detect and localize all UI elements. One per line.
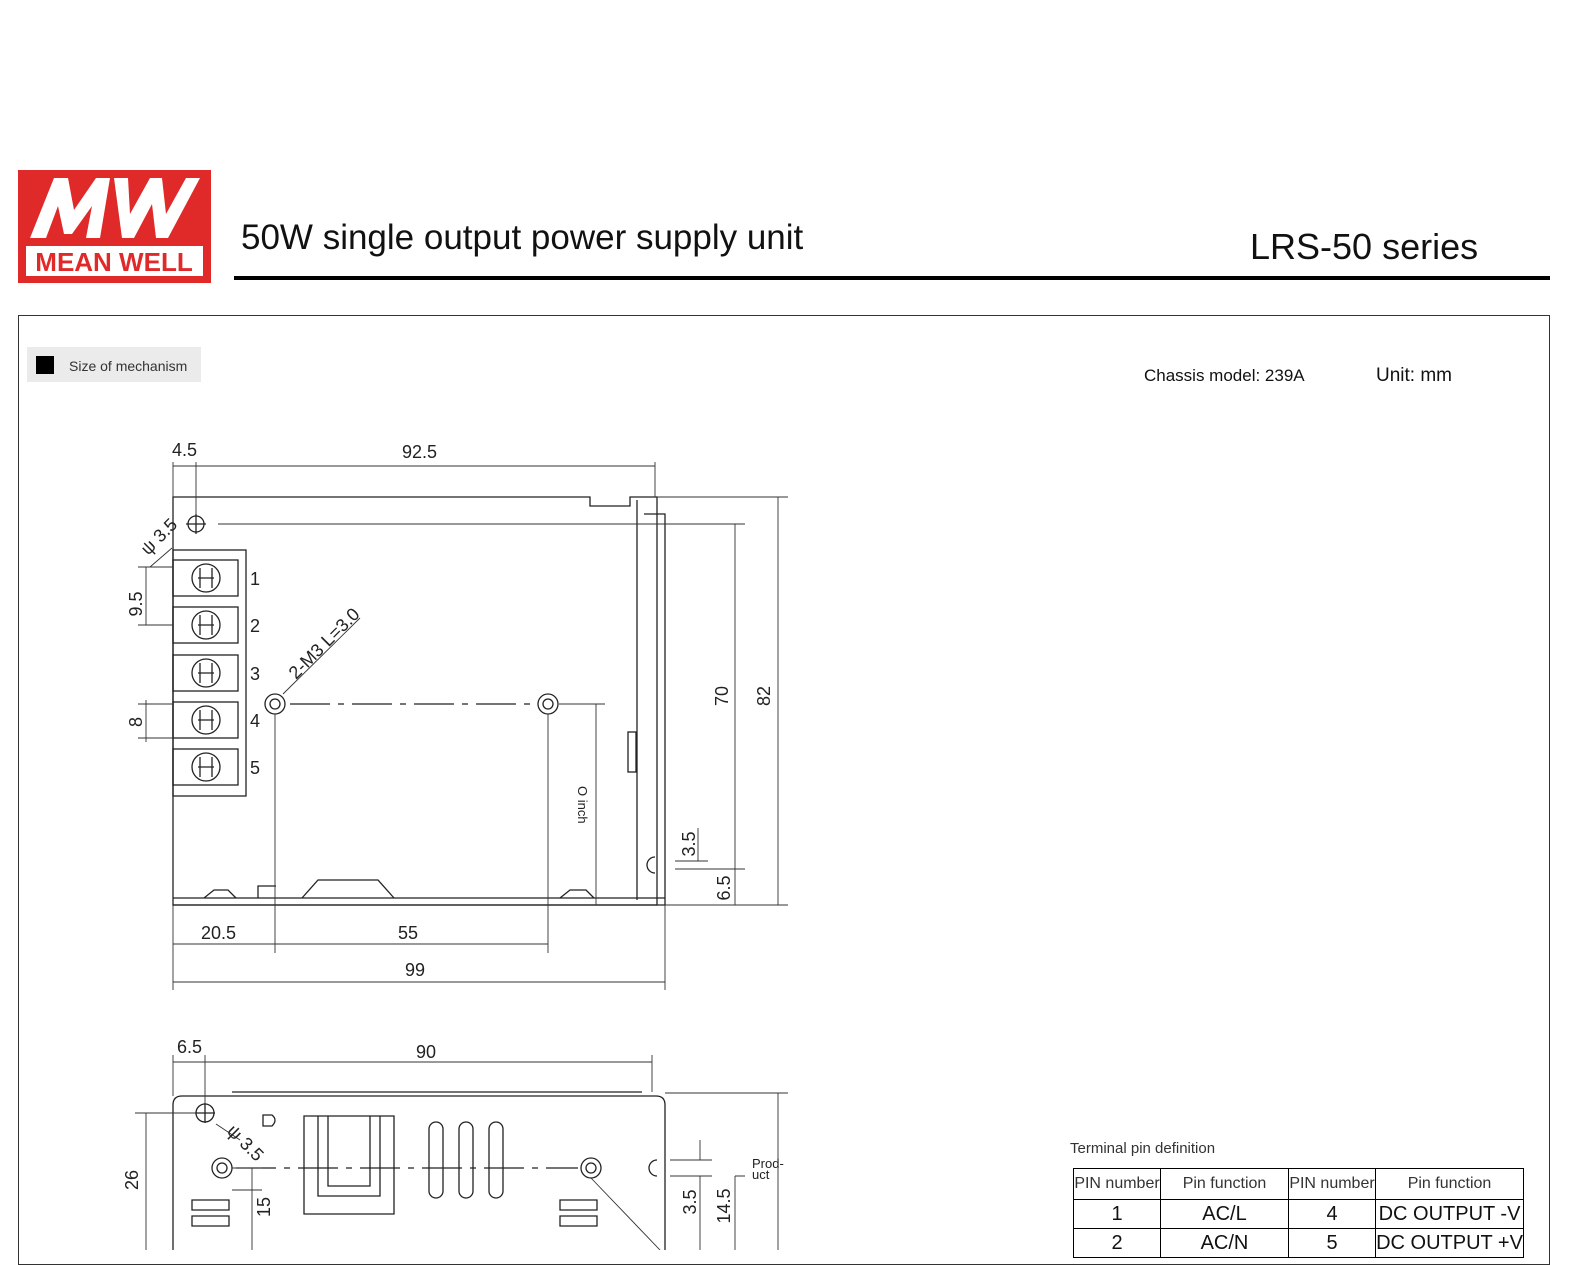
svg-text:99: 99	[405, 960, 426, 980]
pin-function: AC/L	[1161, 1200, 1289, 1229]
pin-table	[1073, 1168, 1524, 1258]
svg-text:6.5: 6.5	[177, 1037, 203, 1057]
svg-text:uct: uct	[752, 1167, 770, 1182]
svg-text:O inch: O inch	[575, 786, 590, 824]
svg-text:26: 26	[122, 1169, 142, 1191]
svg-text:8: 8	[126, 716, 146, 728]
svg-text:2: 2	[250, 616, 261, 636]
svg-text:92.5: 92.5	[402, 442, 438, 462]
terminal-block	[173, 560, 238, 785]
header-pin-function: Pin function	[1161, 1169, 1289, 1200]
header-pin-number: PIN number	[1074, 1169, 1161, 1200]
svg-text:20.5: 20.5	[201, 923, 237, 943]
unit-label: Unit: mm	[1376, 365, 1452, 386]
pin-number: 5	[1289, 1229, 1376, 1258]
pin-table-title: Terminal pin definition	[1070, 1140, 1216, 1157]
series-name: LRS-50 series	[1250, 226, 1479, 267]
chassis-model: Chassis model: 239A	[1144, 366, 1305, 385]
section-label-text: Size of mechanism	[69, 358, 188, 374]
svg-text:Prod-: Prod-	[752, 1156, 784, 1171]
svg-text:70: 70	[712, 685, 732, 707]
svg-text:6.5: 6.5	[714, 875, 734, 901]
svg-text:55: 55	[398, 923, 419, 943]
svg-text:2-M3 L=3.0: 2-M3 L=3.0	[284, 603, 364, 683]
pin-number: 2	[1074, 1229, 1161, 1258]
svg-text:9.5: 9.5	[126, 591, 146, 617]
page-title: 50W single output power supply unit	[241, 218, 804, 257]
svg-text:15: 15	[254, 1196, 274, 1218]
svg-text:3.5: 3.5	[680, 1189, 700, 1215]
pin-function: AC/N	[1161, 1229, 1289, 1258]
table-row	[1074, 1200, 1524, 1229]
svg-text:ψ 3.5: ψ 3.5	[136, 514, 182, 559]
svg-text:14.5: 14.5	[714, 1188, 734, 1224]
svg-text:3.5: 3.5	[679, 831, 699, 857]
svg-text:3: 3	[250, 664, 261, 684]
svg-text:90: 90	[416, 1042, 437, 1062]
svg-text:4.5: 4.5	[172, 440, 198, 460]
pin-function: DC OUTPUT +V	[1376, 1229, 1524, 1258]
svg-text:ψ 3.5: ψ 3.5	[223, 1120, 268, 1166]
pin-number: 1	[1074, 1200, 1161, 1229]
pin-number: 4	[1289, 1200, 1376, 1229]
header-pin-function: Pin function	[1376, 1169, 1524, 1200]
top-view-dimensions	[126, 440, 774, 980]
svg-text:1: 1	[250, 569, 261, 589]
svg-text:82: 82	[754, 685, 774, 707]
table-row	[1074, 1229, 1524, 1258]
svg-text:5: 5	[250, 758, 261, 778]
svg-text:4: 4	[250, 711, 261, 731]
header-pin-number: PIN number	[1289, 1169, 1376, 1200]
side-view-dimensions	[122, 1037, 784, 1224]
pin-function: DC OUTPUT -V	[1376, 1200, 1524, 1229]
brand-text: MEAN WELL	[35, 247, 193, 277]
pin-table-header	[1074, 1169, 1524, 1200]
